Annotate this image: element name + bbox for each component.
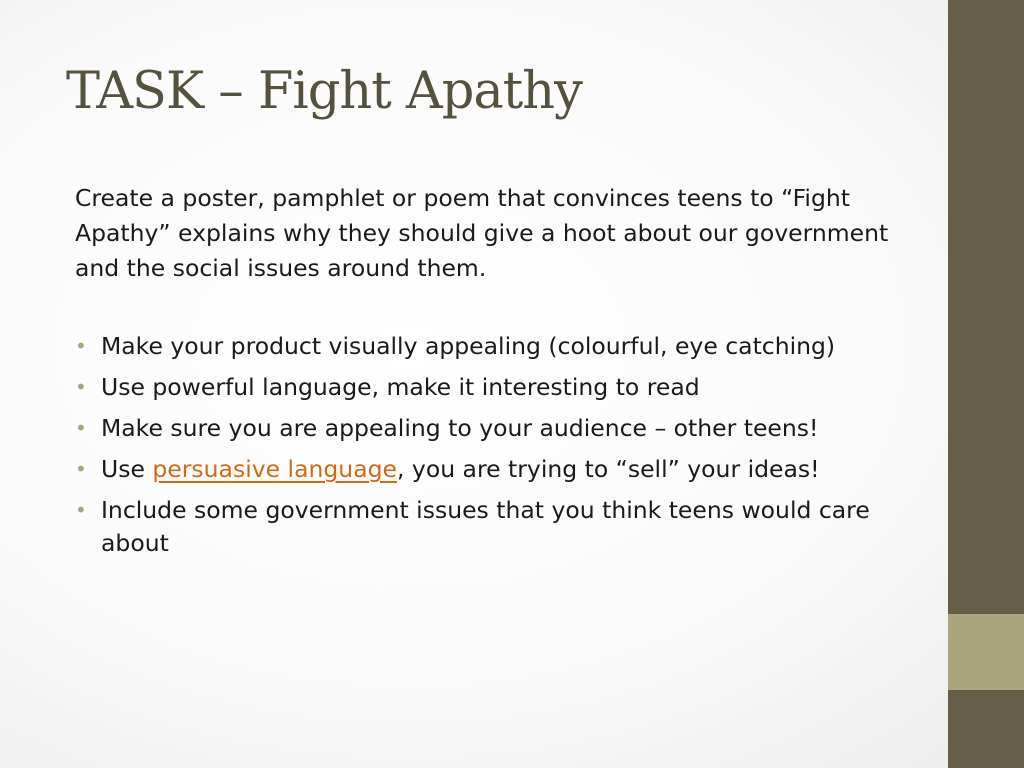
bullet-dot-icon: • xyxy=(75,334,87,358)
list-item xyxy=(75,494,895,560)
bullet-dot-icon: • xyxy=(75,498,87,522)
bullet-text: Make your product visually appealing (colourful, eye catching) xyxy=(101,332,836,360)
list-item xyxy=(75,453,895,486)
persuasive-language-link[interactable]: persuasive language xyxy=(152,455,397,483)
list-item xyxy=(75,371,895,404)
bullet-text: Make sure you are appealing to your audience – other teens! xyxy=(101,414,819,442)
intro-paragraph: Create a poster, pamphlet or poem that convinces teens to “Fight Apathy” explains why they should give a hoot about our government and the social issues around them. xyxy=(75,184,889,282)
bullet-dot-icon: • xyxy=(75,416,87,440)
bullet-list xyxy=(75,330,895,568)
bullet-text-before-link: Use xyxy=(101,455,153,483)
decorative-sidebar xyxy=(948,0,1024,768)
list-item xyxy=(75,330,895,363)
bullet-dot-icon: • xyxy=(75,375,87,399)
list-item xyxy=(75,412,895,445)
slide-title: TASK – Fight Apathy xyxy=(66,62,582,121)
bullet-text-after-link: , you are trying to “sell” your ideas! xyxy=(396,455,820,483)
bullet-text: Use powerful language, make it interesting to read xyxy=(101,373,700,401)
sidebar-accent-block xyxy=(948,614,1024,690)
bullet-dot-icon: • xyxy=(75,457,87,481)
bullet-text: Include some government issues that you think teens would care about xyxy=(101,496,870,557)
